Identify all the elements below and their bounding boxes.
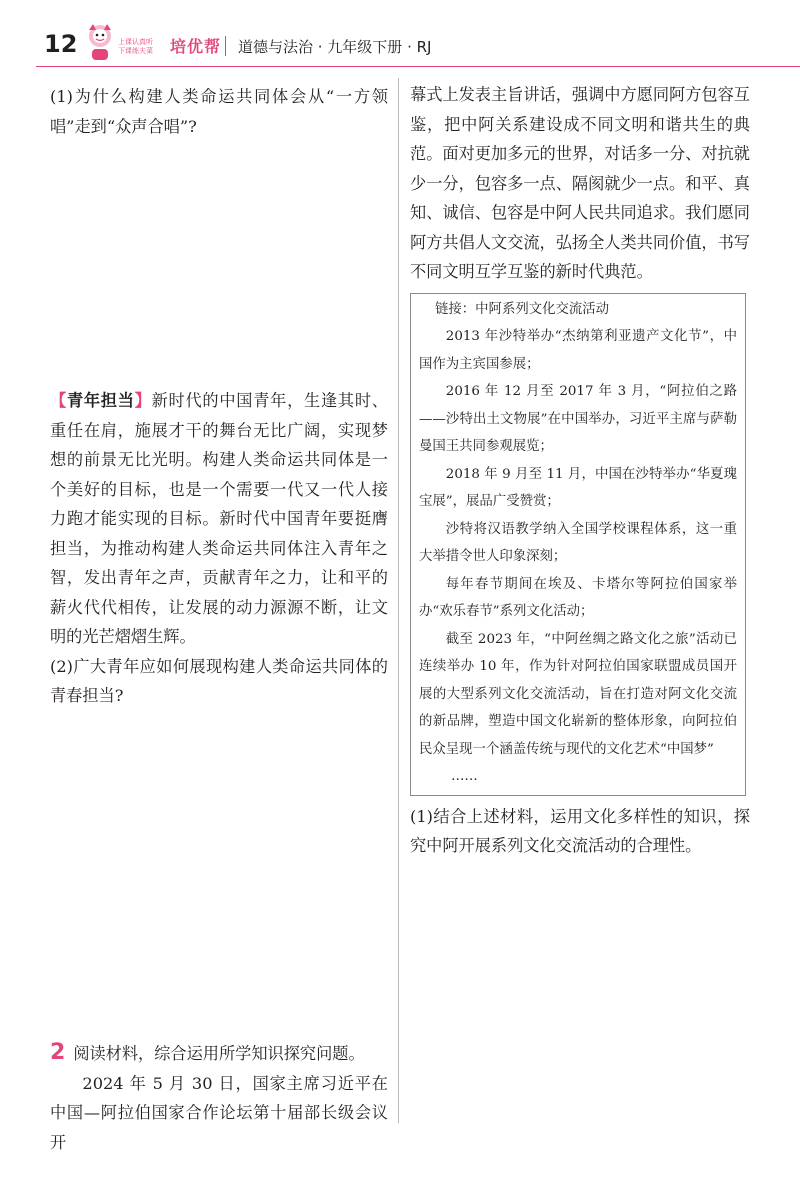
slogan: 上课认真听 下课练夫菜: [118, 38, 153, 55]
task-title: 阅读材料，综合运用所学知识探究问题。: [73, 1044, 365, 1063]
header-divider: [225, 36, 226, 56]
column-divider: [398, 78, 399, 1123]
question-1-left: [50, 82, 388, 141]
section-tag: 【青年担当】: [50, 391, 152, 410]
youth-section: [50, 386, 388, 711]
question-text: (1)为什么构建人类命运共同体会从“一方领唱”走到“众声合唱”?: [50, 87, 388, 136]
list-item: 每年春节期间在埃及、卡塔尔等阿拉伯国家举办“欢乐春节”系列文化活动；: [419, 576, 737, 619]
right-column: [410, 80, 750, 861]
continued-paragraph: 幕式上发表主旨讲话，强调中方愿同阿方包容互鉴，把中阿关系建设成不同文明和谐共生的典范。面对更加多元的世界，对话多一分、对抗就少一分，包容多一点、隔阂就少一点。和平、真知、诚信、包容是中阿人民共同追求。我们愿同阿方共倡人文交流，弘扬全人类共同价值，书写不同文明互学互鉴的新时代典范。: [410, 85, 750, 281]
link-title: 链接：中阿系列文化交流活动: [435, 301, 610, 317]
header-rule: [36, 66, 800, 67]
list-item: 2016 年 12 月至 2017 年 3 月，“阿拉伯之路——沙特出土文物展”在中国举办，习近平主席与萨勒曼国王共同参观展览；: [419, 384, 737, 454]
youth-paragraph: [50, 386, 388, 652]
page-number: 12: [44, 30, 78, 58]
question-text: (2)广大青年应如何展现构建人类命运共同体的青春担当?: [50, 656, 388, 705]
task-number: 2: [50, 1040, 66, 1065]
task-heading: [50, 1038, 388, 1069]
link-box: [410, 293, 746, 796]
task-paragraph: 2024 年 5 月 30 日，国家主席习近平在中国—阿拉伯国家合作论坛第十届部长级会议开: [50, 1073, 388, 1152]
page-header: [0, 0, 800, 66]
brand-name: 培优帮: [170, 37, 222, 56]
list-item: 截至 2023 年，“中阿丝绸之路文化之旅”活动已连续举办 10 年，作为针对阿拉伯国家联盟成员国开展的大型系列文化交流活动，旨在打造对阿文化交流的新品牌，塑造中国文化崭新的整体形象，向阿拉伯民众呈现一个涵盖传统与现代的文化艺术“中国梦”: [419, 631, 737, 757]
list-item: 沙特将汉语教学纳入全国学校课程体系，这一重大举措令世人印象深刻；: [419, 521, 737, 564]
task-2: [50, 1038, 388, 1157]
question-text: (1)结合上述材料，运用文化多样性的知识，探究中阿开展系列文化交流活动的合理性。: [410, 806, 750, 855]
section-text: 新时代的中国青年，生逢其时、重任在肩，施展才干的舞台无比广阔，实现梦想的前景无比光明。构建人类命运共同体是一个美好的目标，也是一个需要一代又一代人接力跑才能实现的目标。新时代中国青年要挺膺担当，为推动构建人类命运共同体注入青年之智，发出青年之声，贡献青年之力，让和平的薪火代代相传，让发展的动力源源不断，让文明的光芒熠熠生辉。: [50, 391, 388, 646]
ellipsis: ……: [451, 769, 478, 784]
mascot-logo-icon: [84, 22, 116, 62]
list-item: 2013 年沙特举办“杰纳第利亚遗产文化节”，中国作为主宾国参展；: [419, 329, 737, 372]
list-item: 2018 年 9 月至 11 月，中国在沙特举办“华夏瑰宝展”，展品广受赞赏；: [419, 466, 737, 509]
book-title: 道德与法治 · 九年级下册 · RJ: [238, 38, 432, 56]
